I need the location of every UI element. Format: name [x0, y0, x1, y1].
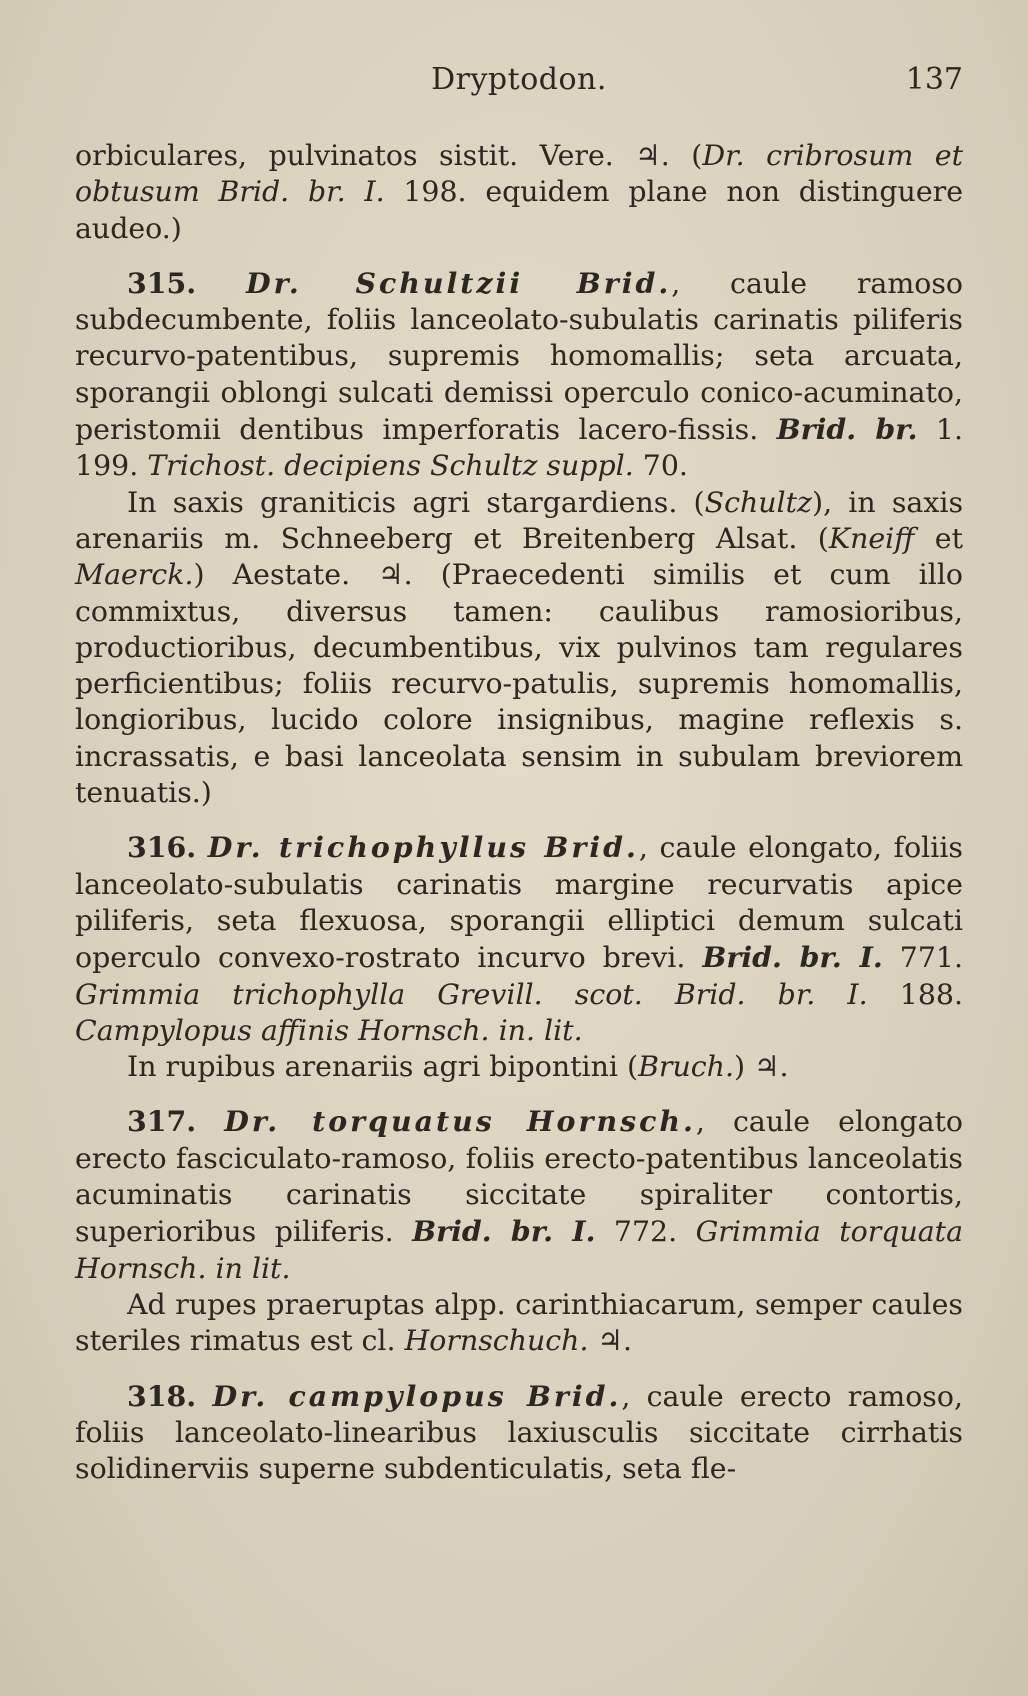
description: , caule erecto ramoso, foliis lanceolato-linearibus laxiusculis siccitate cirrhatis solidinerviis superne subdenticulatis, seta fle-: [75, 1379, 963, 1486]
synonym: Trichost. decipiens Schultz suppl.: [147, 449, 634, 483]
species-name: Dr. trichophyllus Brid.: [207, 830, 639, 865]
species-name: Dr. Schultzii Brid.: [245, 265, 672, 300]
habitat-text: Ad rupes praeruptas alpp. carinthiacarum, semper caules steriles rimatus est cl.: [75, 1287, 963, 1358]
reference-page: 772.: [595, 1215, 696, 1249]
intro-citation: Dr. cribrosum et obtusum Brid. br. I.: [75, 139, 963, 209]
running-title: Dryptodon.: [431, 62, 607, 97]
habitat-text: ), in saxis arenariis m. Schneeberg et Breitenberg Alsat. (: [75, 485, 964, 555]
reference: Brid. br. I.: [702, 940, 883, 975]
description: , caule elongato erecto fasciculato-ramoso, foliis erecto-patentibus lanceolatis acuminatis carinatis siccitate spiraliter contortis, superioribus piliferis.: [75, 1105, 963, 1249]
page-header: [75, 62, 963, 112]
habitat-text: ♃.: [588, 1324, 633, 1358]
collector-name: Schultz: [704, 485, 812, 519]
collector-name: Bruch.: [638, 1050, 734, 1084]
habitat-text: ) ♃.: [734, 1050, 789, 1084]
habitat-315: [75, 485, 963, 812]
synonym: Campylopus affinis Hornsch. in. lit.: [75, 1013, 583, 1047]
habitat-text: ) Aestate. ♃. (Praecedenti similis et cum illo commixtus, diversus tamen: caulibus ramosioribus, productioribus, decumbentibus, vix pulvinos tam regulares perficientibus; foliis recurvo-patulis, supremis homomallis, longioribus, lucido colore insignibus, magine reflexis s. incrassatis, e basi lanceolata sensim in subulam breviorem tenuatis.): [75, 558, 963, 810]
description: , caule ramoso subdecumbente, foliis lanceolato-subulatis carinatis piliferis recurvo-patentibus, supremis homomallis; seta arcuata, sporangii oblongi sulcati demissi operculo conico-acuminato, peristomii dentibus imperforatis lacero-fissis.: [75, 266, 963, 447]
intro-paragraph: [75, 138, 963, 247]
synonym: Grimmia torquata Hornsch. in lit.: [75, 1215, 963, 1285]
page-number: 137: [905, 62, 963, 97]
entry-317: [75, 1103, 963, 1286]
synonym-page: 70.: [633, 449, 688, 483]
habitat-316: [75, 1049, 963, 1085]
intro-text-end: 198. equidem plane non distinguere audeo.): [75, 175, 963, 245]
species-name: Dr. torquatus Hornsch.: [224, 1104, 696, 1139]
species-name: Dr. campylopus Brid.: [212, 1378, 622, 1413]
description: , caule elongato, foliis lanceolato-subulatis carinatis margine recurvatis apice piliferis, seta flexuosa, sporangii elliptici demum sulcati operculo convexo-rostrato incurvo brevi.: [75, 831, 963, 975]
habitat-text: et: [914, 521, 963, 555]
entry-316: [75, 829, 963, 1049]
entry-number: 315.: [127, 265, 197, 300]
collector-name: Hornschuch.: [404, 1324, 589, 1358]
entry-number: 318.: [127, 1378, 197, 1413]
synonym-page: 188.: [867, 977, 963, 1011]
synonym: Grimmia trichophylla Grevill. scot. Brid. br. I.: [75, 977, 868, 1011]
entry-315: [75, 265, 963, 485]
reference: Brid. br. I.: [412, 1214, 596, 1249]
habitat-text: In saxis graniticis agri stargardiens. (: [127, 485, 705, 519]
entry-number: 317.: [127, 1104, 197, 1139]
entry-number: 316.: [127, 830, 197, 865]
reference-page: 771.: [882, 941, 963, 975]
intro-text: orbiculares, pulvinatos sistit. Vere. ♃. (: [75, 139, 703, 172]
reference-page: 1. 199.: [75, 413, 963, 483]
body-text: [75, 138, 963, 1487]
collector-name: Kneiff: [828, 521, 915, 555]
collector-name: Maerck.: [75, 558, 194, 592]
entry-318: [75, 1378, 963, 1488]
habitat-text: In rupibus arenariis agri bipontini (: [127, 1050, 639, 1084]
habitat-317: [75, 1287, 963, 1360]
reference: Brid. br.: [776, 412, 918, 447]
